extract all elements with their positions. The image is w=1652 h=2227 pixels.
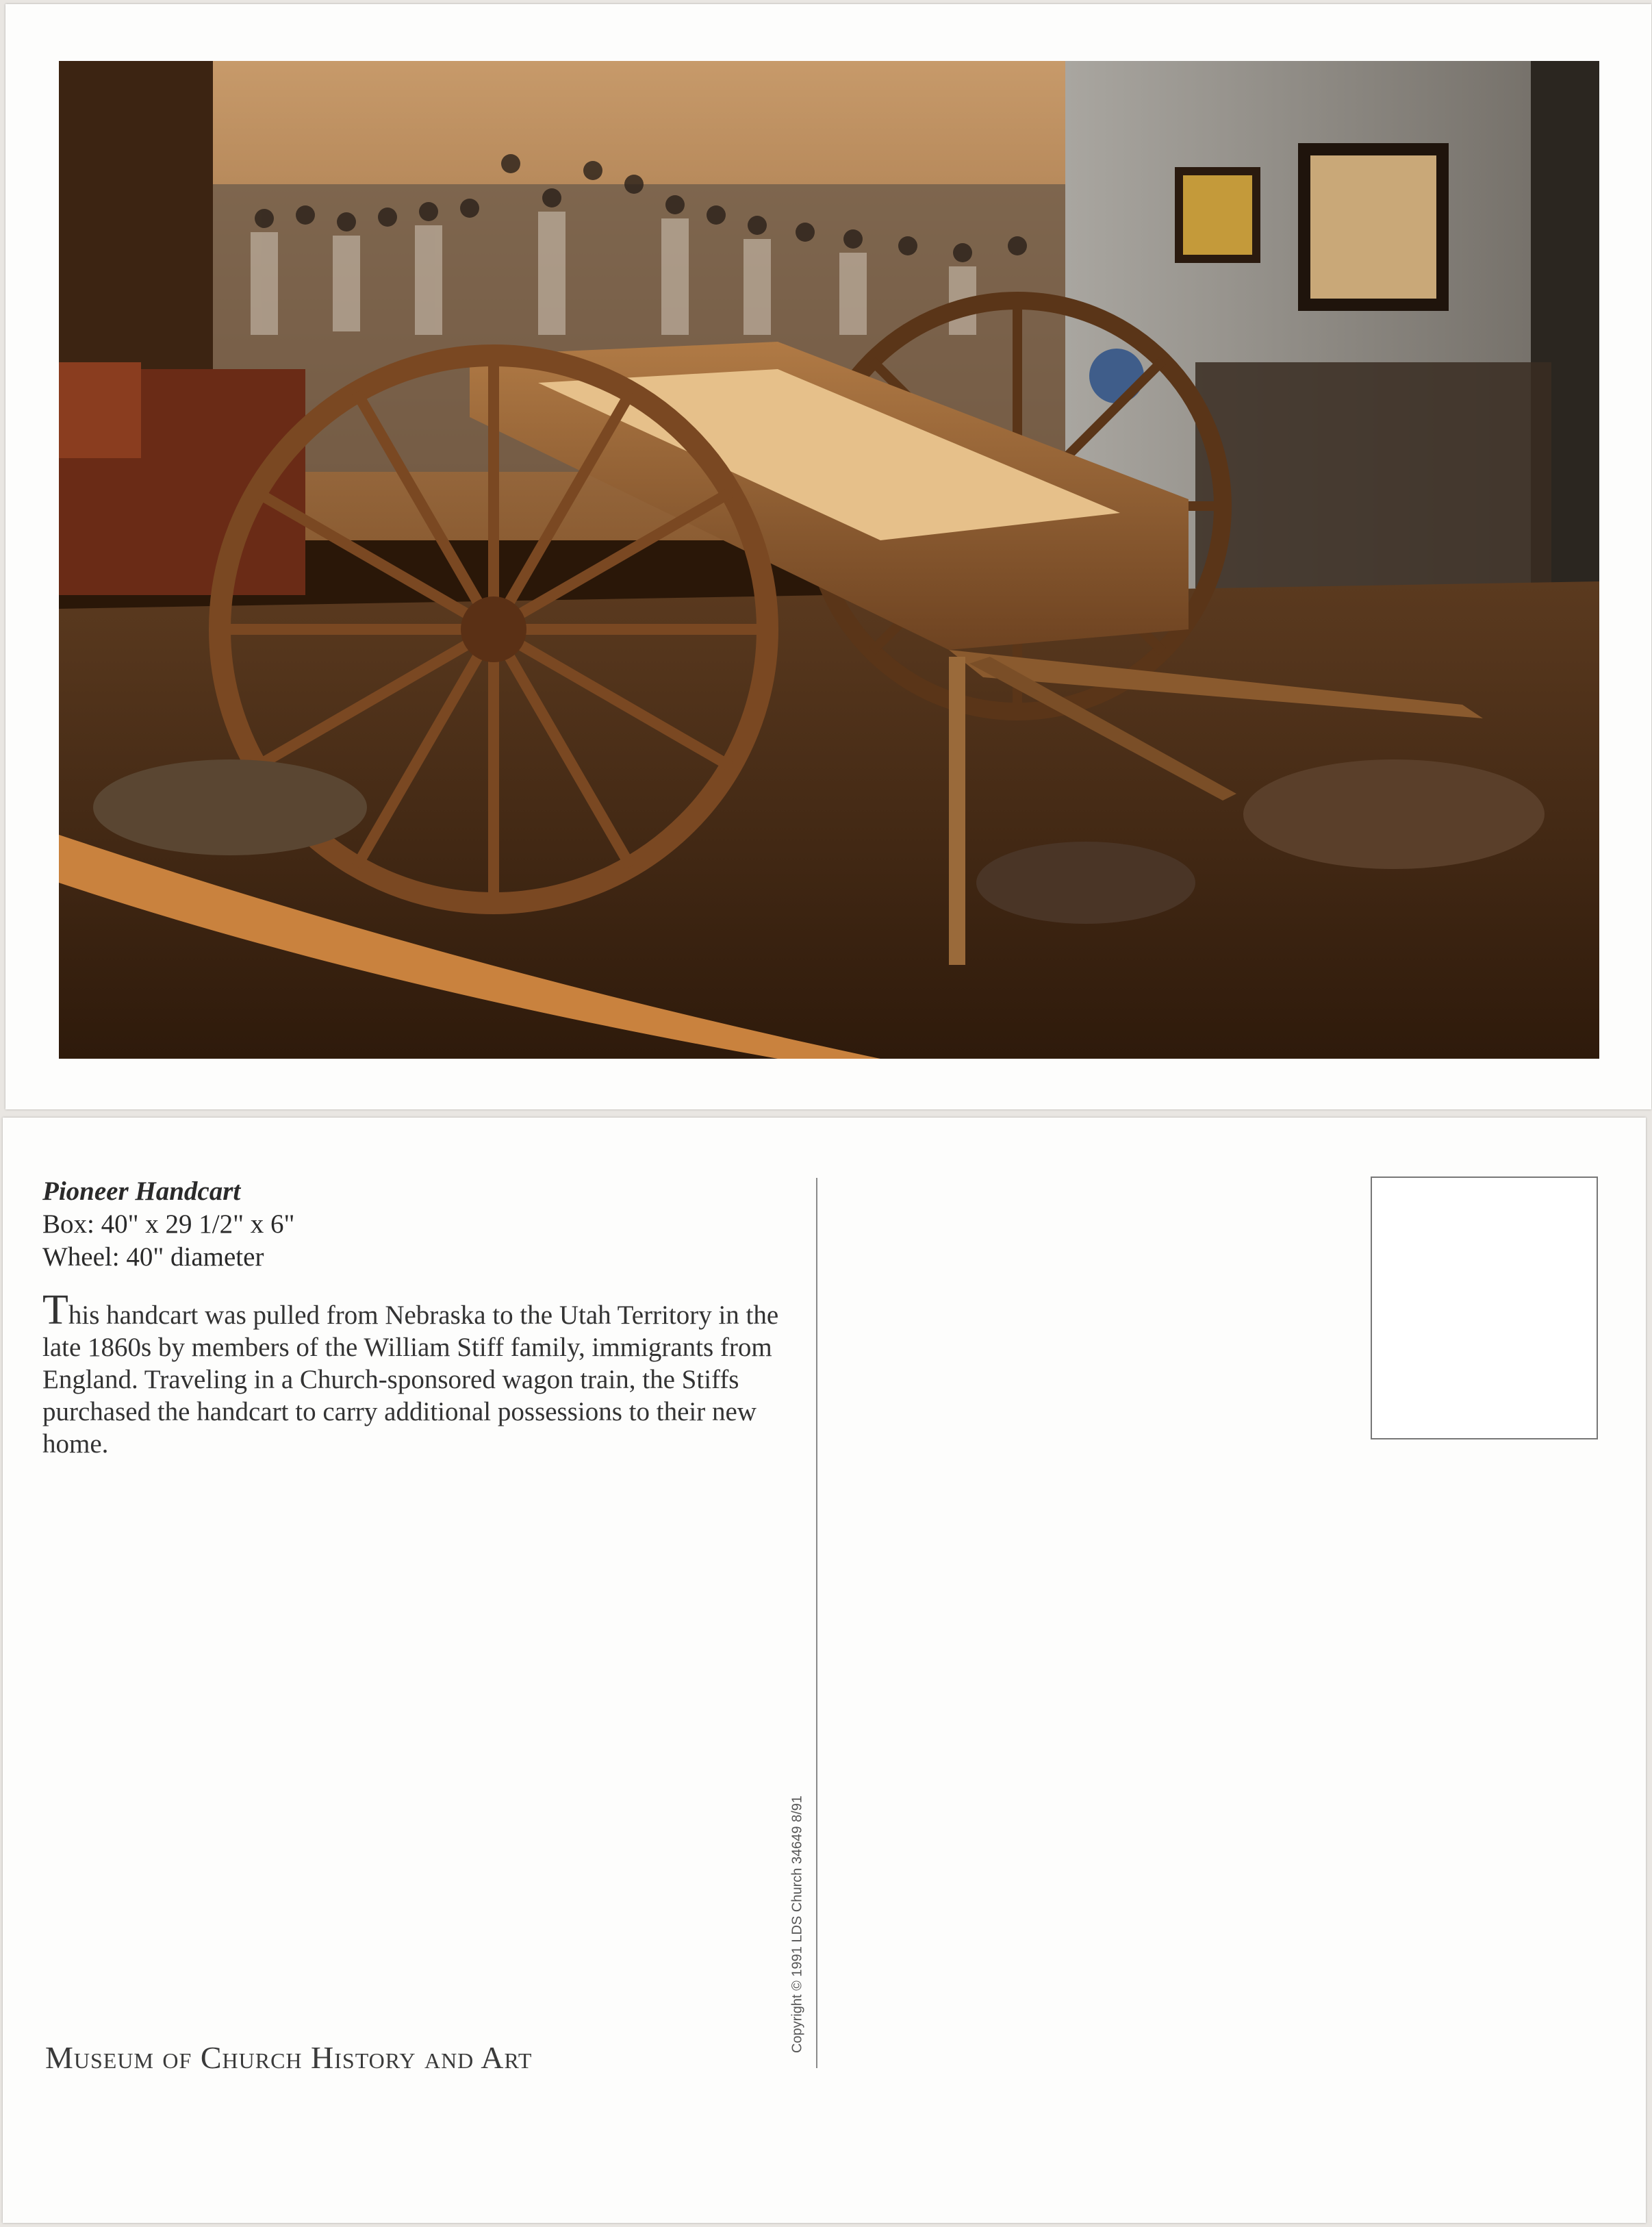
wheel-diameter: Wheel: 40" diameter: [42, 1242, 264, 1272]
pioneer-handcart-photo-icon: [59, 61, 1599, 1059]
center-divider: [816, 1178, 817, 2068]
description-text: This handcart was pulled from Nebraska to the Utah Territory in the late 1860s by members of the William Stiff family, immigrants from England. Traveling in a Church-sponsored wagon train, the Stiffs purchased the handcart to carry additional possessions to their new home.: [42, 1287, 779, 1459]
stamp-box: [1371, 1177, 1598, 1439]
copyright-container: [787, 1774, 808, 2075]
card-title: Pioneer Handcart: [42, 1177, 241, 1206]
caption-header: [42, 1175, 782, 1274]
copyright-text: Copyright © 1991 LDS Church 34649 8/91: [789, 1795, 805, 2054]
box-dimensions: Box: 40" x 29 1/2" x 6": [42, 1209, 295, 1239]
museum-name: Museum of Church History and Art: [45, 2040, 533, 2075]
handcart-photo: [59, 61, 1599, 1059]
